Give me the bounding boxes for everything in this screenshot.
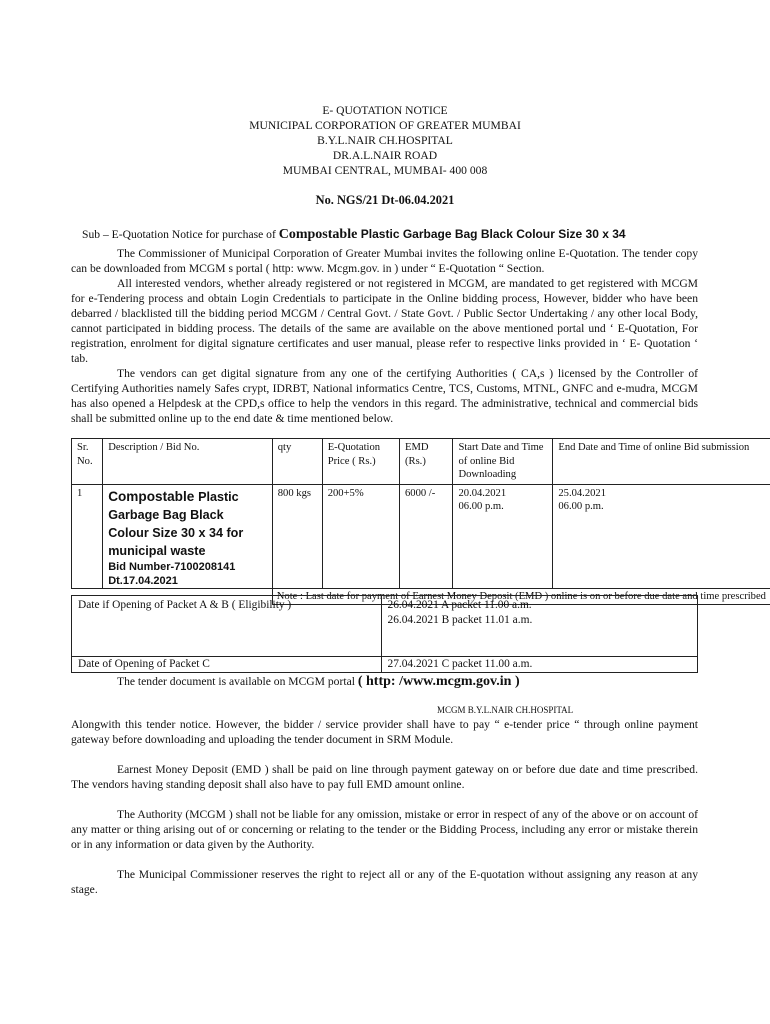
paragraph-liability: The Authority (MCGM ) shall not be liable for any omission, mistake or error in respect of any of the above or on account of any matter or thing arising out of or concerning or relating to the tender or the Bidding Process, including any error or mistake therein or in any information or data given by the Authority. — [71, 808, 698, 851]
end-date: 25.04.2021 — [558, 487, 607, 499]
opening-c-label: Date of Opening of Packet C — [72, 657, 382, 673]
end-time: 06.00 p.m. — [558, 501, 604, 512]
header-start-date: Start Date and Time of online Bid Downloading — [453, 439, 553, 485]
paragraph-tender-price: Alongwith this tender notice. However, the bidder / service provider shall have to pay “ e-tender price “ through online payment gateway before downloading and uploading the tender document in SRM Module. — [71, 718, 698, 746]
start-date: 20.04.2021 — [458, 487, 507, 499]
hospital-name: B.Y.L.NAIR CH.HOSPITAL — [317, 134, 453, 147]
row-emd: 6000 /- — [399, 484, 453, 588]
item-name: Plastic Garbage Bag Black Colour Size 30 x 34 for municipal waste — [108, 489, 244, 558]
portal-text: The tender document is available on MCGM portal — [117, 675, 358, 688]
subject-word-compostable: Compostable — [278, 227, 361, 242]
bid-table-row — [72, 484, 770, 588]
corporation-name: MUNICIPAL CORPORATION OF GREATER MUMBAI — [249, 119, 521, 132]
bid-table-header-row — [72, 439, 770, 485]
subject-line — [82, 227, 626, 242]
city-address: MUMBAI CENTRAL, MUMBAI- 400 008 — [282, 164, 488, 177]
header-end-date: End Date and Time of online Bid submission — [553, 439, 770, 485]
opening-ab-value — [381, 596, 698, 657]
bid-table — [71, 438, 770, 605]
header-qty: qty — [272, 439, 322, 485]
portal-url: ( http: /www.mcgm.gov.in ) — [357, 674, 520, 689]
opening-c-value: 27.04.2021 C packet 11.00 a.m. — [381, 657, 698, 673]
reference-number: No. NGS/21 Dt-06.04.2021 — [315, 193, 455, 207]
item-description — [108, 488, 267, 560]
opening-row-ab — [72, 596, 698, 657]
subject-item: Plastic Garbage Bag Black Colour Size 30 x 34 — [360, 227, 626, 241]
header-price: E-Quotation Price ( Rs.) — [322, 439, 399, 485]
opening-row-c — [72, 657, 698, 673]
paragraph-invitation: The Commissioner of Municipal Corporation of Greater Mumbai invites the following online E-Quotation. The tender copy can be downloaded from MCGM s portal ( http: www. Mcgm.gov. in ) under “ E-Quotation “ Section. — [71, 247, 698, 275]
row-description — [103, 484, 273, 588]
notice-title: E- QUOTATION NOTICE — [322, 104, 448, 117]
paragraph-registration: All interested vendors, whether already registered or not registered in MCGM, are mandated to get registered with MCGM for e-Tendering process and obtain Login Credentials to participate in the Online bidding process, However, bidder who have been debarred / blacklisted till the bidding period MCGM / Central Govt. / State Govt. / Public Sector Undertaking / any other local Body, cannot participated in bidding process. The details of the same are available on the above mentioned portal und ‘ E-Quotation, For registration, enrolment for digital signature certificates and user manual, please refer to respective links provided in ‘ E- Quotation ‘ tab. — [71, 277, 698, 365]
paragraph-emd: Earnest Money Deposit (EMD ) shall be paid on line through payment gateway on or before due date and time prescribed. The vendors having standing deposit shall also have to pay full EMD amount online. — [71, 763, 698, 791]
packet-a-datetime: 26.04.2021 A packet 11.00 a.m. — [387, 599, 532, 611]
header-description: Description / Bid No. — [103, 439, 273, 485]
row-sr-no: 1 — [72, 484, 103, 588]
row-qty: 800 kgs — [272, 484, 322, 588]
packet-b-datetime: 26.04.2021 B packet 11.01 a.m. — [387, 614, 533, 626]
row-price: 200+5% — [322, 484, 399, 588]
opening-ab-label: Date if Opening of Packet A & B ( Eligibility ) — [72, 596, 382, 657]
header-sr-no: Sr. No. — [72, 439, 103, 485]
paragraph-rejection: The Municipal Commissioner reserves the right to reject all or any of the E-quotation without assigning any reason at any stage. — [71, 868, 698, 896]
signature-block: MCGM B.Y.L.NAIR CH.HOSPITAL — [437, 705, 574, 715]
opening-dates-table — [71, 595, 698, 673]
paragraph-digital-signature: The vendors can get digital signature from any one of the certifying Authorities ( CA,s ) licensed by the Controller of Certifying Authorities namely Safes crypt, IDRBT, National informatics Centre, TCS, Customs, MTNL, GNFC and e-mudra, MCGM has also opened a Helpdesk at the CPD,s office to help the vendors in this regard. The administrative, technical and commercial bids shall be submitted online up to the end date & time mentioned below. — [71, 367, 698, 425]
portal-line — [117, 674, 520, 689]
item-word-compostable: Compostable — [108, 488, 199, 504]
subject-prefix: Sub – E-Quotation Notice for purchase of — [82, 228, 279, 241]
emd-note: Note : Last date for payment of Earnest Money Deposit (EMD ) online is on or before due date and time prescribed — [272, 588, 770, 605]
start-time: 06.00 p.m. — [458, 501, 504, 512]
road-name: DR.A.L.NAIR ROAD — [332, 149, 438, 162]
header-emd: EMD (Rs.) — [399, 439, 453, 485]
bid-number: Bid Number-7100208141 Dt.17.04.2021 — [108, 560, 236, 587]
row-start-date — [453, 484, 553, 588]
row-end-date — [553, 484, 770, 588]
